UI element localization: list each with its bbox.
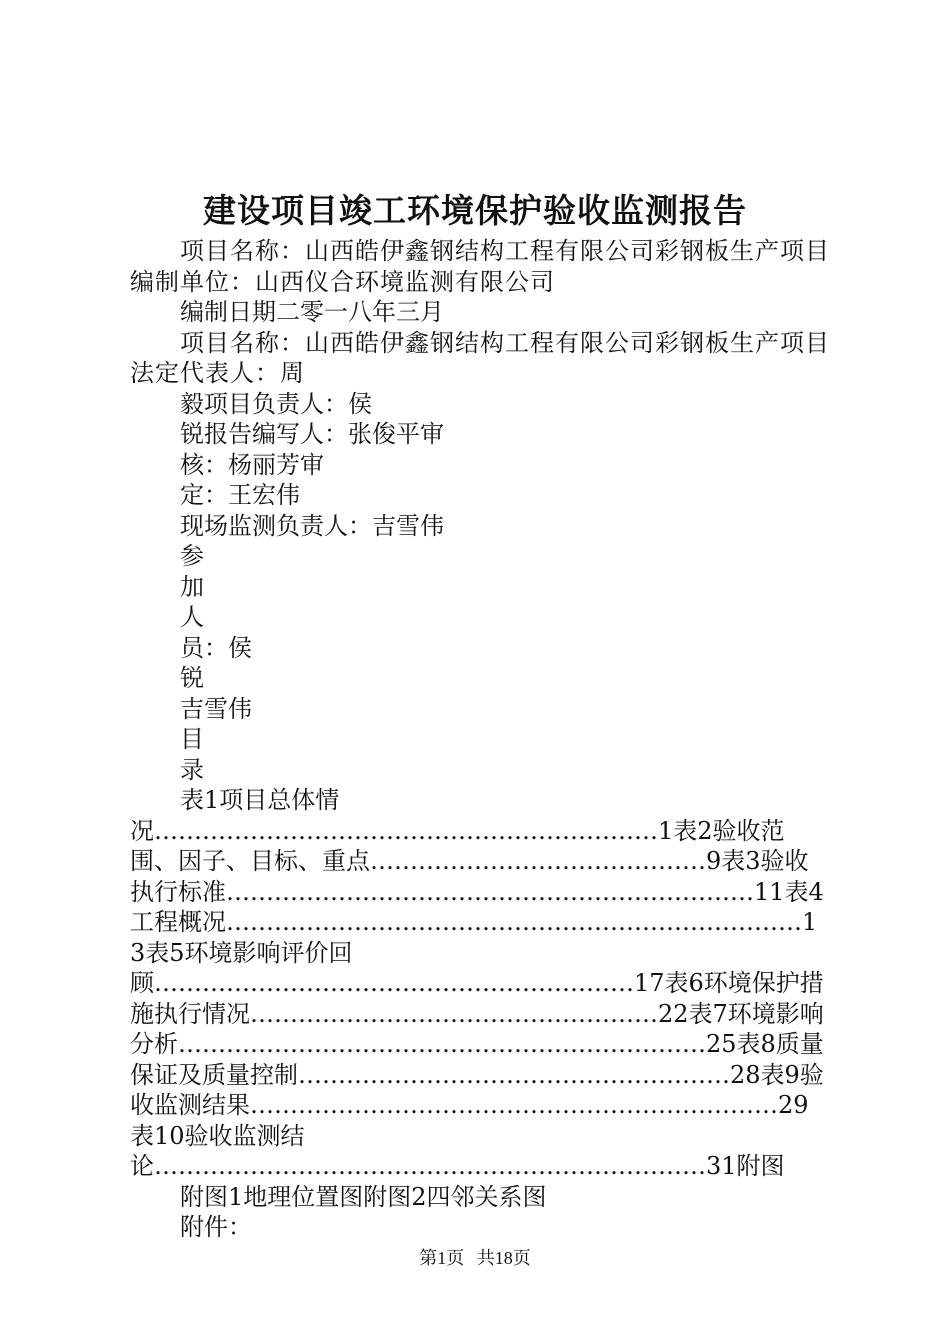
- legal-rep-line: 项目名称：山西皓伊鑫钢结构工程有限公司彩钢板生产项目法定代表人：周: [130, 328, 830, 387]
- site-lead-line: 现场监测负责人：吉雪伟: [180, 511, 444, 540]
- page-number: 第1页: [419, 1248, 465, 1268]
- project-lead-line: 毅项目负责人：侯: [180, 389, 372, 418]
- project-info-line: 项目名称：山西皓伊鑫钢结构工程有限公司彩钢板生产项目编制单位：山西仪合环境监测有限公司: [130, 237, 830, 296]
- participants-char-2: 加: [180, 572, 204, 601]
- participants-char-3: 人: [180, 603, 204, 631]
- participants-char-1: 参: [180, 542, 204, 570]
- figures-line: 附图1地理位置图附图2四邻关系图: [180, 1182, 547, 1211]
- reviewer-line: 核：杨丽芳审: [180, 450, 324, 479]
- approver-line: 定：王宏伟: [180, 481, 300, 509]
- page-total: 共18页: [476, 1248, 531, 1268]
- page-footer: [0, 1244, 950, 1270]
- toc-heading-char-1: 目: [180, 725, 204, 753]
- attachments-line: 附件：: [180, 1213, 252, 1241]
- document-title: 建设项目竣工环境保护验收监测报告: [203, 191, 747, 230]
- toc-heading-char-2: 录: [180, 755, 204, 784]
- participants-line: 员：侯: [180, 633, 252, 662]
- table-of-contents: 表1项目总体情况………………………………………………………1表2验收范围、因子、目标、重点……………………………………9表3验收执行标准…………………………………………………………11表4工程概况………………………………………………………………13表5环境影响评价回顾……………………………………………………17表6环境保护措施执行情况……………………………………………22表7环境影响分析…………………………………………………………25表8质量保证及质量控制………………………………………………28表9验收监测结果…………………………………………………………29表10验收监测结论……………………………………………………………31附图: [130, 786, 824, 1180]
- participant-name-2: 吉雪伟: [180, 694, 252, 723]
- participant-name-1: 锐: [180, 664, 204, 692]
- report-writer-line: 锐报告编写人：张俊平审: [180, 420, 444, 448]
- compile-date-line: 编制日期二零一八年三月: [180, 298, 444, 326]
- document-body: [130, 236, 830, 1243]
